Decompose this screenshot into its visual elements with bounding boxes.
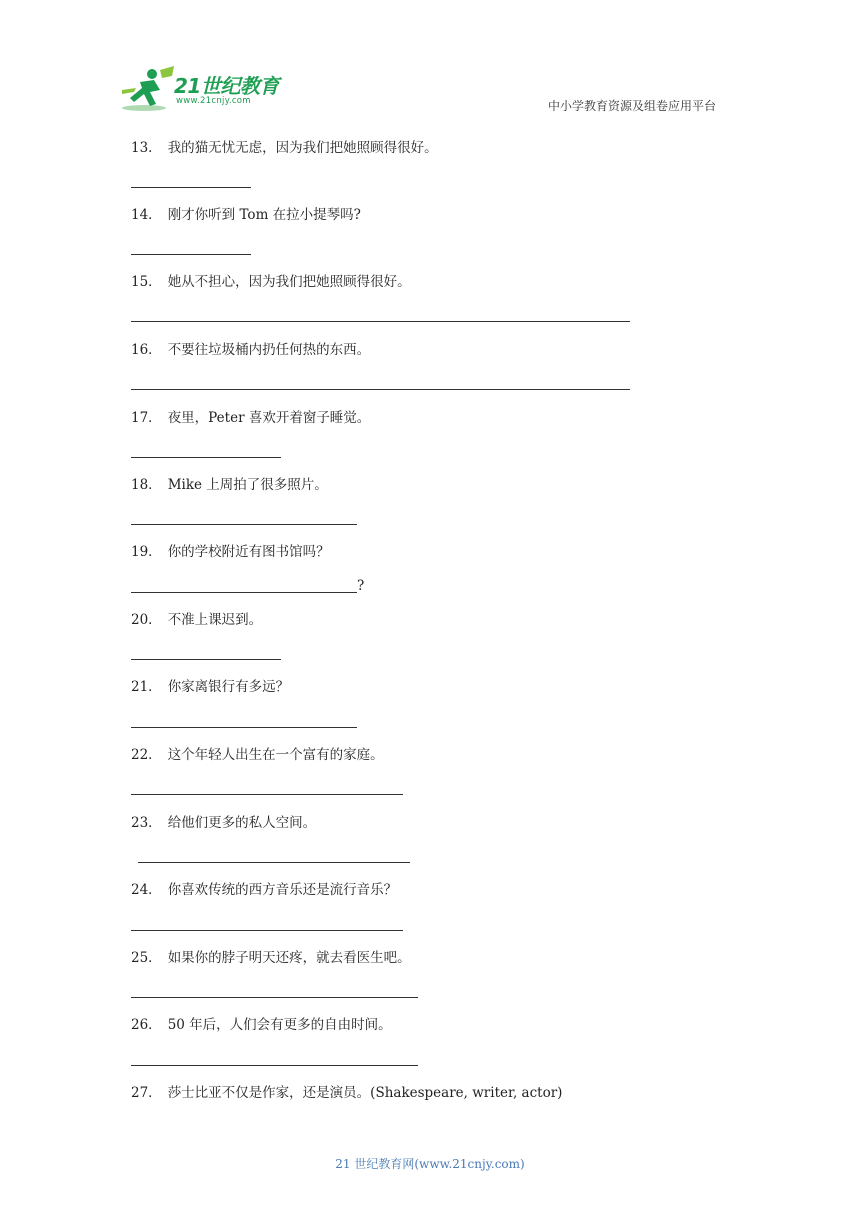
question-text: 给他们更多的私人空间。 — [167, 815, 317, 831]
question-19 — [131, 543, 330, 561]
question-text: 我的猫无忧无虑，因为我们把她照顾得很好。 — [167, 140, 438, 156]
question-15 — [131, 273, 411, 291]
question-18 — [131, 476, 328, 494]
question-text: 你的学校附近有图书馆吗？ — [167, 544, 330, 560]
answer-line[interactable] — [131, 254, 251, 255]
answer-line[interactable] — [131, 524, 357, 525]
question-text: 莎士比亚不仅是作家，还是演员。(Shakespeare, writer, actor) — [167, 1085, 563, 1101]
question-number: 23． — [131, 815, 162, 831]
question-text: Mike 上周拍了很多照片。 — [167, 477, 328, 493]
question-text: 不准上课迟到。 — [167, 612, 263, 628]
answer-line[interactable] — [131, 187, 251, 188]
question-number: 25． — [131, 950, 162, 966]
question-13 — [131, 139, 438, 157]
question-17 — [131, 409, 370, 427]
answer-line[interactable] — [138, 862, 410, 863]
question-26 — [131, 1016, 392, 1034]
runner-icon — [120, 66, 176, 114]
question-number: 18． — [131, 477, 162, 493]
question-text: 她从不担心，因为我们把她照顾得很好。 — [167, 274, 411, 290]
answer-line[interactable] — [131, 794, 403, 795]
question-text: 不要往垃圾桶内扔任何热的东西。 — [167, 342, 371, 358]
question-number: 19． — [131, 544, 162, 560]
header-platform-text: 中小学教育资源及组卷应用平台 — [548, 99, 717, 113]
answer-line[interactable] — [131, 321, 630, 322]
question-number: 27． — [131, 1085, 162, 1101]
logo — [120, 66, 295, 116]
answer-line[interactable] — [131, 389, 630, 390]
question-20 — [131, 611, 262, 629]
question-number: 16． — [131, 342, 162, 358]
question-24 — [131, 881, 397, 899]
question-14 — [131, 206, 361, 224]
answer-question-mark: ? — [357, 578, 365, 594]
answer-line[interactable] — [131, 659, 281, 660]
question-number: 26． — [131, 1017, 162, 1033]
question-number: 14． — [131, 207, 162, 223]
question-number: 24． — [131, 882, 162, 898]
answer-line[interactable] — [131, 592, 357, 593]
question-25 — [131, 949, 411, 967]
logo-url: www.21cnjy.com — [176, 96, 251, 106]
question-number: 13． — [131, 140, 162, 156]
question-text: 50 年后，人们会有更多的自由时间。 — [167, 1017, 392, 1033]
answer-line[interactable] — [131, 727, 357, 728]
question-22 — [131, 746, 384, 764]
answer-line[interactable] — [131, 1065, 418, 1066]
answer-line[interactable] — [131, 457, 281, 458]
question-16 — [131, 341, 370, 359]
question-number: 22． — [131, 747, 162, 763]
question-text: 夜里，Peter 喜欢开着窗子睡觉。 — [167, 410, 371, 426]
question-number: 21． — [131, 679, 162, 695]
question-text: 如果你的脖子明天还疼，就去看医生吧。 — [167, 950, 411, 966]
question-23 — [131, 814, 316, 832]
question-number: 15． — [131, 274, 162, 290]
page-header — [0, 0, 860, 130]
page-footer[interactable]: 21 世纪教育网(www.21cnjy.com) — [335, 1157, 525, 1171]
question-21 — [131, 678, 289, 696]
question-text: 你喜欢传统的西方音乐还是流行音乐？ — [167, 882, 398, 898]
question-text: 这个年轻人出生在一个富有的家庭。 — [167, 747, 384, 763]
logo-text: 21世纪教育 — [174, 74, 279, 98]
question-27 — [131, 1084, 562, 1102]
question-text: 刚才你听到 Tom 在拉小提琴吗? — [167, 207, 361, 223]
answer-line[interactable] — [131, 930, 403, 931]
question-number: 20． — [131, 612, 162, 628]
question-text: 你家离银行有多远？ — [167, 679, 290, 695]
question-number: 17． — [131, 410, 162, 426]
answer-line[interactable] — [131, 997, 418, 998]
